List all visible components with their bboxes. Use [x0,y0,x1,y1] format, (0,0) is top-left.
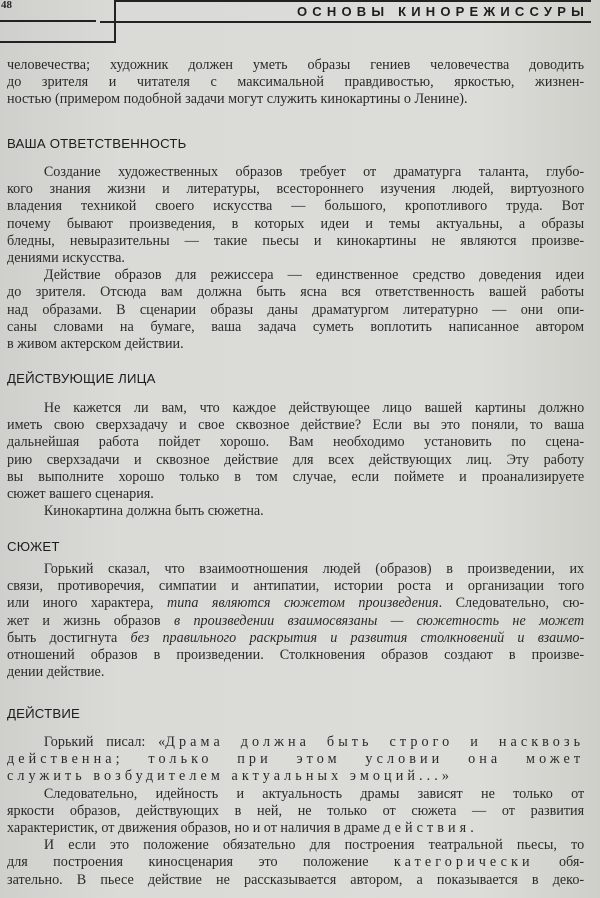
running-title: ОСНОВЫ КИНОРЕЖИССУРЫ [296,4,589,19]
intro-text [7,57,584,109]
text-line [7,452,584,469]
text-run: владения техникой своего искусства — большого, кропотливого труда. Вот [7,198,585,215]
text-run: обя- [533,854,585,871]
text-run: иметь свою сверхзадачу и свое сквозное действие? Если вы это поняли, то ваша [7,417,585,434]
text-run: или иного характера, [7,595,168,612]
text-line [7,578,584,595]
text-run: связи, противоречия, симпатии и антипатии, истории роста и организации того [7,578,585,595]
text-run: характеристик, от движения образов, но и от наличия в драме [7,819,384,836]
text-run: отношений образов в произведении. Столкновения образов создают в произве- [7,646,585,663]
text-run: сюжет вашего сценария. [7,485,154,502]
header-rule-top [115,0,591,2]
text-run: дении действие. [7,664,105,681]
text-run: Действие образов для режиссера — единственное средство доведения идеи [43,267,585,284]
text-run: до зрителя. Отсюда вам должна быть ясна вся ответственность вашей работы [7,284,585,301]
text-run: почему бывают произведения, в которых идеи и темы актуальны, а образы [7,215,585,232]
text-run: Кинокартина должна быть сюжетна. [43,503,264,520]
text-line [7,630,584,647]
section-body [7,400,584,520]
spaced-run: действенна; только при этом условии она может [7,751,585,768]
text-run: жет и жизнь образов [7,612,174,629]
spaced-run: категорически [393,854,534,871]
section-heading: ДЕЙСТВУЮЩИЕ ЛИЦА [7,371,156,386]
section-body [7,734,584,889]
text-run: ностью (примером подобной задачи могут служить кинокартины о Ленине). [7,91,468,108]
text-run: Горький писал: « [43,734,166,750]
text-run: дальнейшая работа пойдет хорошо. Вам необходимо установить по сцена- [7,434,585,451]
spaced-run: Драма должна быть строго и насквозь [165,734,585,750]
italic-run: без правильного раскрытия и развития столкновений и взаимо- [130,629,585,646]
text-line [7,503,584,520]
text-line [7,613,584,630]
text-line [7,803,584,820]
text-line [7,469,584,486]
text-line [7,57,584,74]
text-run: зательно. В пьесе действие не рассказывается автором, а показывается в деко- [7,871,585,888]
text-line [7,400,584,417]
section-heading: СЮЖЕТ [7,539,60,554]
italic-run: типа являются сюжетом произведения [167,595,439,612]
text-line [7,267,584,284]
text-line [7,751,584,768]
text-line [7,319,584,336]
page-number: 48 [1,0,12,11]
section-body [7,164,584,353]
header-rule-left [0,20,96,22]
text-line [7,854,584,871]
text-line [7,664,584,681]
text-line [7,164,584,181]
text-line [7,91,584,108]
text-line [7,198,584,215]
text-line [7,820,584,837]
text-run: быть достигнута [7,629,131,646]
spaced-run: служить возбудителем актуальных эмоций...» [7,768,453,785]
text-line [7,74,584,91]
text-run: человечества; художник должен уметь образы гениев человечества доводить [7,57,585,73]
text-run: над образами. В сценарии образы даны драматургом литературно — они опи- [7,301,585,318]
header-rule-vertical [114,0,116,43]
text-run: в живом актерском действии. [7,335,184,352]
text-line [7,216,584,233]
text-line [7,872,584,889]
header-rule-bottom [0,41,116,43]
text-line [7,284,584,301]
text-line [7,837,584,854]
text-line [7,561,584,578]
text-run: . Следовательно, сю- [438,595,585,612]
section-heading: ДЕЙСТВИЕ [7,706,81,721]
text-line [7,434,584,451]
text-run: Создание художественных образов требует от драматурга таланта, глубо- [43,164,585,180]
text-line [7,486,584,503]
text-line [7,250,584,267]
text-run: Следовательно, идейность и актуальность драмы зависят не только от [43,785,585,802]
text-line [7,417,584,434]
text-run: дениями искусства. [7,249,125,266]
text-run: . [470,819,474,836]
text-run: вы выполните хорошо только в том случае, если поймете и проанализируете [7,468,585,485]
italic-run: в произведении взаимосвязаны — сюжетность не может [173,612,585,629]
text-line [7,302,584,319]
text-run: Горький сказал, что взаимоотношения людей (образов) в произведении, их [43,561,585,577]
section-heading: ВАША ОТВЕТСТВЕННОСТЬ [7,136,187,151]
section-body [7,561,584,681]
text-run: бледны, невыразительны — такие пьесы и кинокартины не являются произве- [7,232,585,249]
text-line [7,233,584,250]
text-line [7,181,584,198]
text-line [7,595,584,612]
text-run: Не кажется ли вам, что каждое действующее лицо вашей картины должно [43,400,585,416]
text-run: И если это положение обязательно для построения театральной пьесы, то [43,837,585,854]
text-line [7,786,584,803]
text-line [7,647,584,664]
text-run: для построения киносценария это положение [7,854,394,871]
text-line [7,768,584,785]
text-run: яркости образов, действующих в ней, не только от сюжета — от развития [7,802,585,819]
text-line [7,734,584,751]
text-run: кого знания жизни и литературы, всестороннего изучения людей, виртуозного [7,181,585,198]
text-run: саны словами на бумаге, ваша задача суметь воплотить написанное автором [7,318,585,335]
text-line [7,336,584,353]
spaced-run: действия [383,819,471,836]
header-rule-main [100,21,591,23]
text-run: рию сверхзадачи и сквозное действие для всех действующих лиц. Эту работу [7,451,585,468]
text-run: до зрителя и читателя с максимальной правдивостью, яркостью, жизнен- [7,74,585,91]
